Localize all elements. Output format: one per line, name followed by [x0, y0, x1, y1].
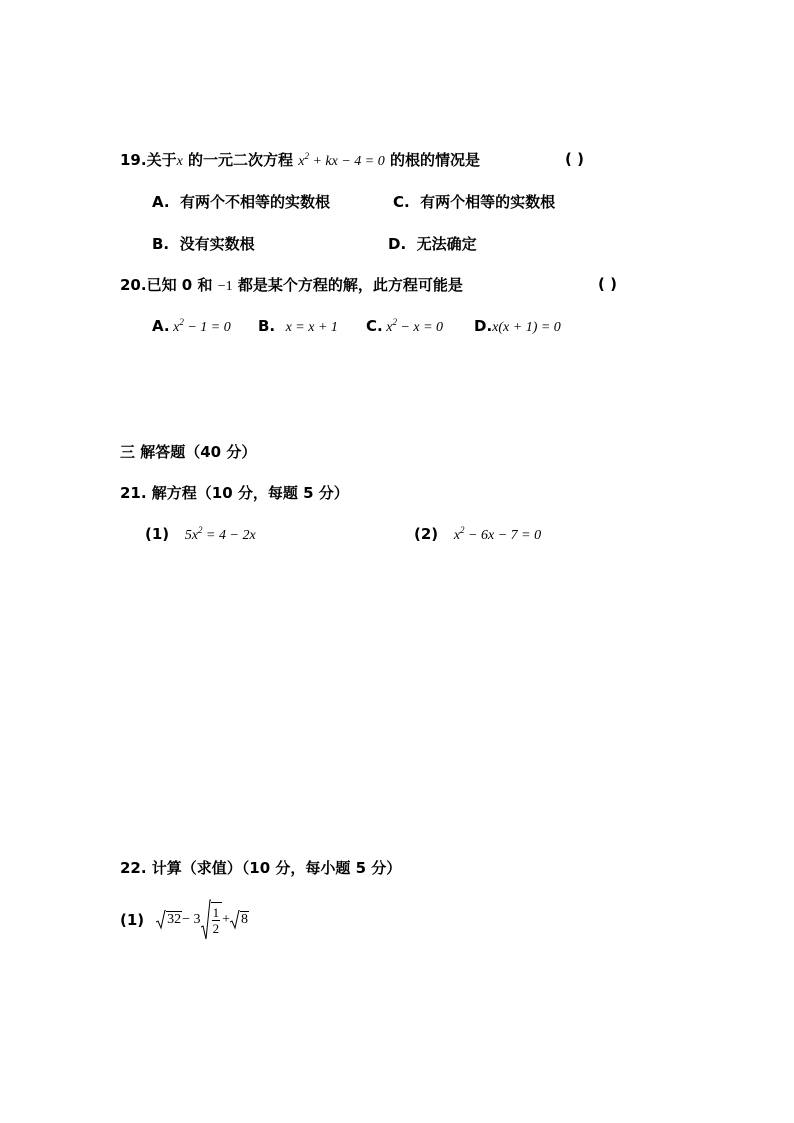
q20-stem: 20.已知 0 和 −1 都是某个方程的解，此方程可能是	[120, 276, 463, 294]
q21-part-1: (1) $5x^2 = 4 - 2x$	[145, 525, 256, 543]
q22-expression: 32 − 3 $\frac{1}{2}$ + 8	[156, 899, 249, 941]
q19-option-a: A. 有两个不相等的实数根	[152, 193, 331, 211]
q19-equation: $x^2$ + kx − 4 = 0	[298, 151, 385, 169]
q22-part-1: (1) 32 − 3 $\frac{1}{2}$ + 8	[120, 898, 249, 942]
sqrt-symbol-icon	[156, 910, 166, 930]
q21-part-2: (2) $x^2 - 6x - 7 = 0$	[414, 525, 542, 543]
sqrt-symbol-icon	[230, 910, 240, 930]
q19-stem: 19.关于x 的一元二次方程 $x^2$ + kx − 4 = 0 的根的情况是	[120, 151, 480, 169]
q20-option-b: B. x = x + 1	[258, 317, 338, 335]
q21-title: 21. 解方程（10 分，每题 5 分）	[120, 484, 349, 502]
q20-option-a: A. $x^2 - 1 = 0$	[152, 317, 231, 335]
q22-title: 22. 计算（求值）（10 分，每小题 5 分）	[120, 859, 402, 877]
sqrt-symbol-icon	[201, 899, 211, 941]
section-3-title: 三 解答题（40 分）	[120, 443, 257, 461]
q19-option-c: C. 有两个相等的实数根	[393, 193, 556, 211]
q19-answer-blank: ( )	[565, 150, 584, 168]
q20-option-c: C. $x^2 - x = 0$	[366, 317, 444, 335]
q19-option-d: D. 无法确定	[388, 235, 477, 253]
q20-option-d: D.x(x + 1) = 0	[474, 317, 561, 335]
q19-option-b: B. 没有实数根	[152, 235, 255, 253]
q20-answer-blank: ( )	[598, 275, 617, 293]
